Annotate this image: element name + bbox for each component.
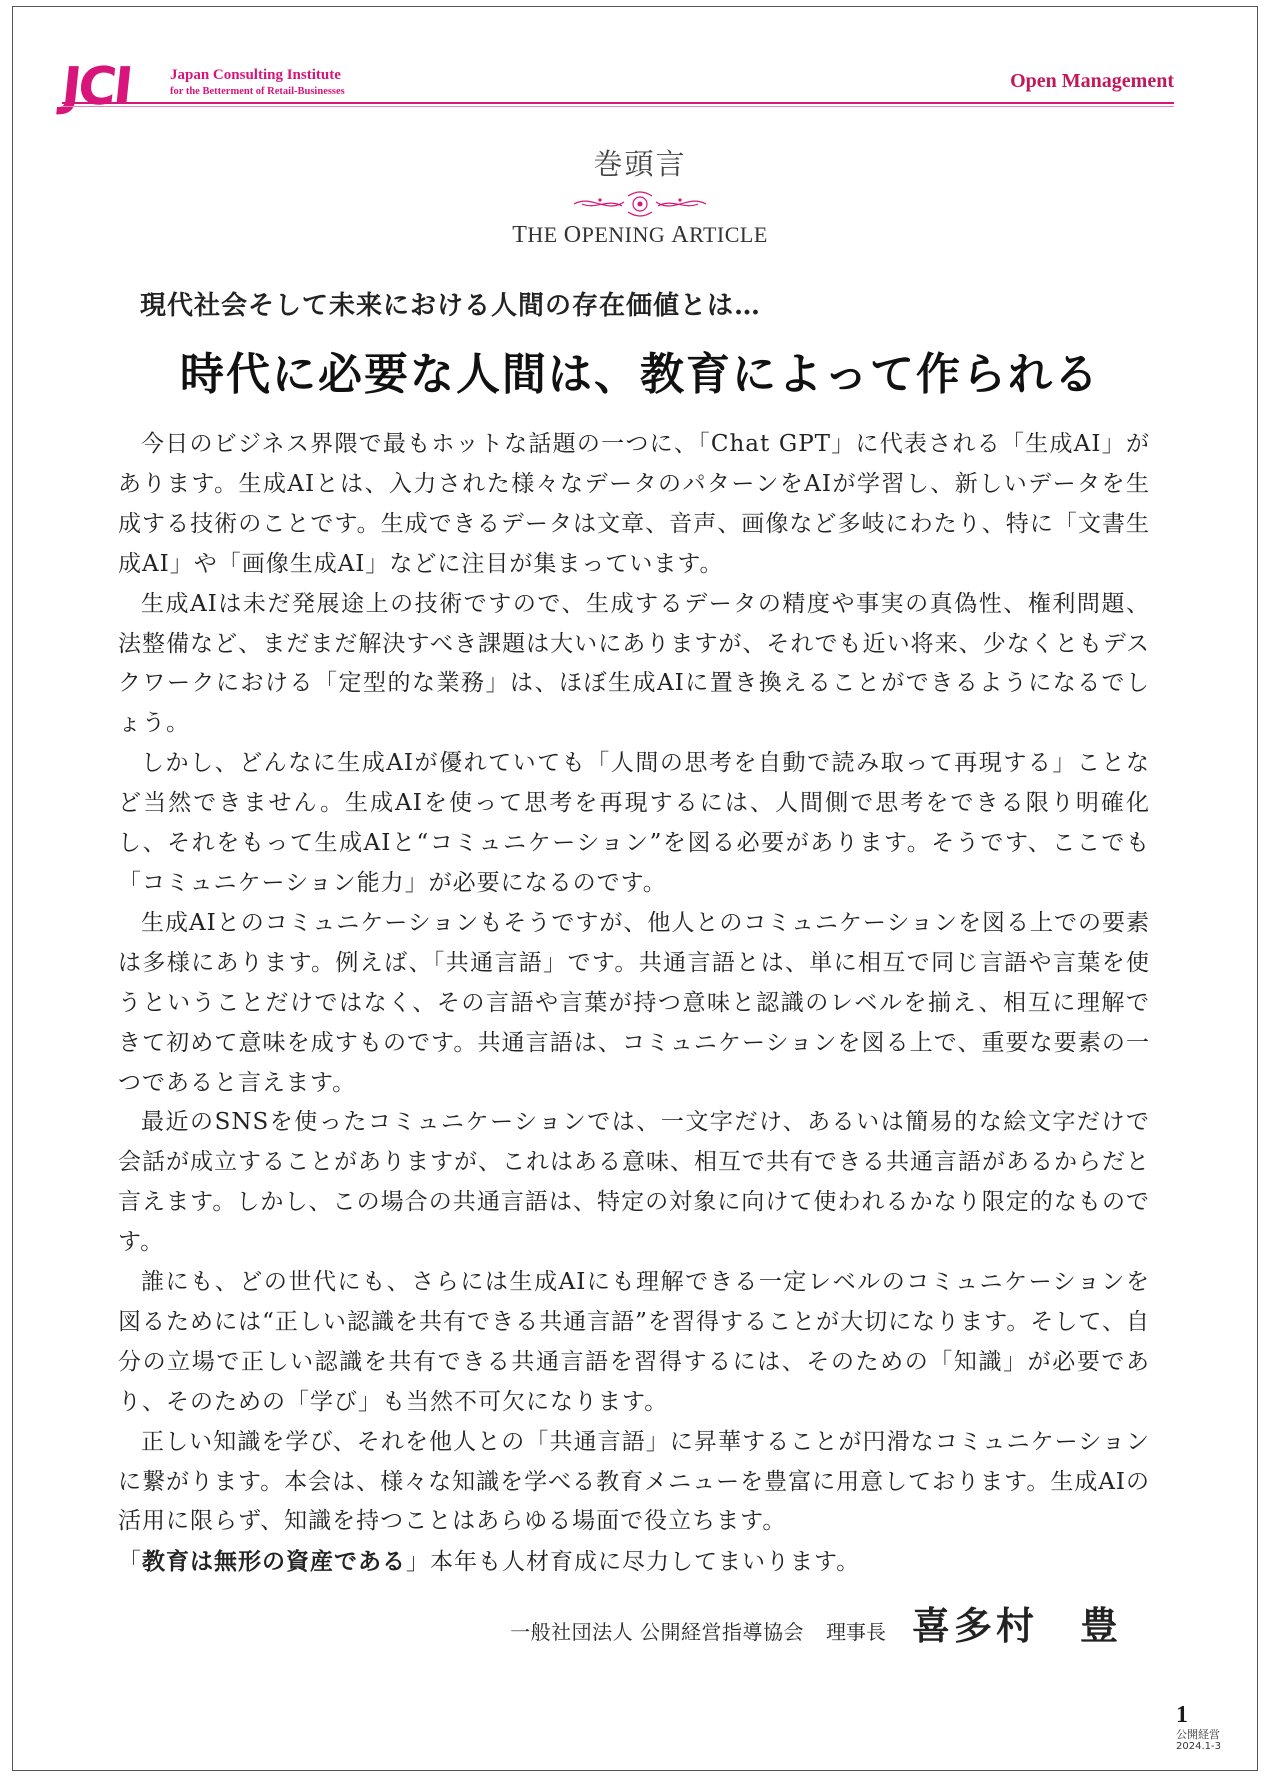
paragraph: 最近のSNSを使ったコミュニケーションでは、一文字だけ、あるいは簡易的な絵文字だけで会話が成立することがありますが、これはある意味、相互で共有できる共通言語があるからだと言えます。しかし、この場合の共通言語は、特定の対象に向けて使われるかなり限定的なものです。 [118, 1109, 1150, 1256]
opening-article-label: THE OPENING ARTICLE [512, 222, 768, 248]
section-label: Open Management [1010, 70, 1174, 92]
flourish-ornament-icon [572, 190, 708, 218]
paragraph: 生成AIとのコミュニケーションもそうですが、他人とのコミュニケーションを図る上での要素は多様にあります。例えば、「共通言語」です。共通言語とは、単に相互で同じ言語や言葉を使うということだけではなく、その言語や言葉が持つ意味と認識のレベルを揃え、相互に理解できて初めて意味を成すものです。共通言語は、コミュニケーションを図る上で、重要な要素の一つであると言えます。 [118, 909, 1150, 1096]
closing-emphasis: 教育は無形の資産である [142, 1548, 406, 1576]
jci-logo: JCI [58, 57, 134, 117]
issue-label: 2024.1-3 [1176, 1741, 1221, 1752]
header-rule [62, 102, 1174, 107]
article-body [118, 425, 1150, 1583]
page-header [58, 57, 1174, 117]
paragraph: 生成AIは未だ発展途上の技術ですので、生成するデータの精度や事実の真偽性、権利問題、法整備など、まだまだ解決すべき課題は大いにありますが、それでも近い将来、少なくともデスクワークにおける「定型的な業務」は、ほぼ生成AIに置き換えることができるようになるでしょう。 [118, 590, 1150, 737]
page-number: 1 [1176, 1702, 1188, 1728]
column-label: 巻頭言 [593, 147, 687, 181]
article-title: 時代に必要な人間は、教育によって作られる [180, 349, 1100, 400]
paragraph: しかし、どんなに生成AIが優れていても「人間の思考を自動で読み取って再現する」ことなど当然できません。生成AIを使って思考を再現するには、人間側で思考をできる限り明確化し、それをもって生成AIと“コミュニケーション”を図る必要があります。そうです、ここでも「コミュニケーション能力」が必要になるのです。 [118, 750, 1150, 896]
page-folio [1176, 1702, 1221, 1753]
logo-caption [170, 66, 345, 99]
logo-caption-line2: for the Betterment of Retail-Businesses [170, 86, 345, 97]
article-subtitle: 現代社会そして未来における人間の存在価値とは… [140, 291, 762, 321]
paragraph: 今日のビジネス界隈で最もホットな話題の一つに、「Chat GPT」に代表される「生成AI」があります。生成AIとは、入力された様々なデータのパターンをAIが学習し、新しいデータを生成する技術のことです。生成できるデータは文章、音声、画像など多岐にわたり、特に「文書生成AI」や「画像生成AI」などに注目が集まっています。 [118, 431, 1150, 577]
signature-organization: 一般社団法人 公開経営指導協会 [510, 1620, 804, 1644]
signature [510, 1595, 1122, 1650]
signature-position: 理事長 [825, 1620, 886, 1644]
paragraph: 正しい知識を学び、それを他人との「共通言語」に昇華することが円滑なコミュニケーションに繋がります。本会は、様々な知識を学べる教育メニューを豊富に用意しております。生成AIの活用に限らず、知識を持つことはあらゆる場面で役立ちます。 [118, 1428, 1151, 1535]
magazine-name: 公開経営 [1176, 1728, 1220, 1741]
paragraph: 誰にも、どの世代にも、さらには生成AIにも理解できる一定レベルのコミュニケーションを図るためには“正しい認識を共有できる共通言語”を習得することが大切になります。そして、自分の立場で正しい認識を共有できる共通言語を習得するには、そのための「知識」が必要であり、そのための「学び」も当然不可欠になります。 [118, 1269, 1150, 1415]
closing-paragraph: 「教育は無形の資産である」本年も人材育成に尽力してまいります。 [118, 1548, 861, 1576]
logo-caption-line1: Japan Consulting Institute [170, 67, 341, 83]
signature-name: 喜多村 豊 [911, 1603, 1122, 1648]
